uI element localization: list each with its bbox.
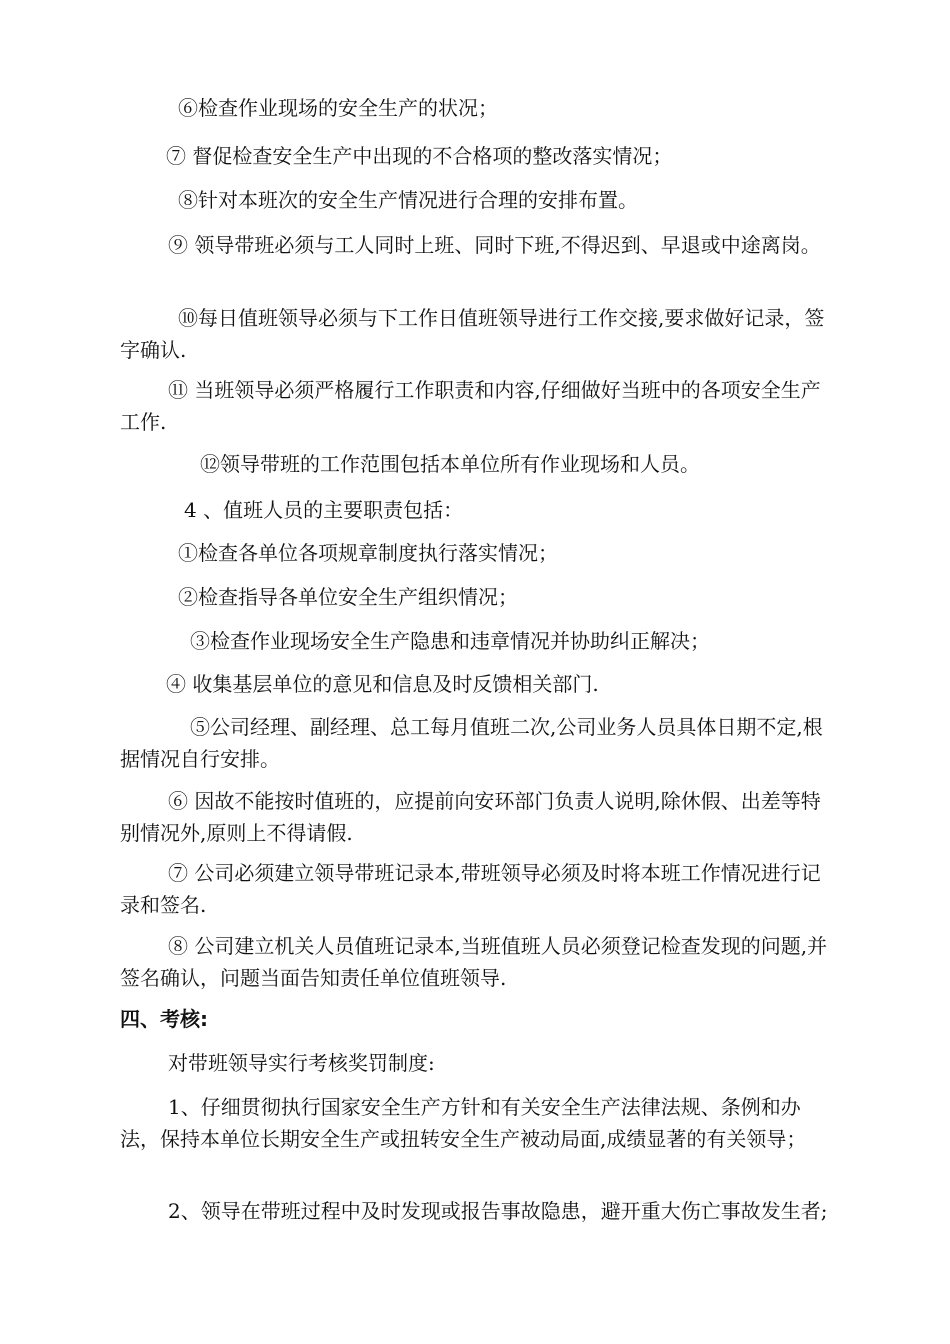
paragraph: ⑨ 领导带班必须与工人同时上班、同时下班,不得迟到、早退或中途离岗。 [168,233,821,257]
paragraph: ⑧ 公司建立机关人员值班记录本,当班值班人员必须登记检查发现的问题,并签名确认，问题当面告知责任单位值班领导. [120,934,828,990]
paragraph: ④ 收集基层单位的意见和信息及时反馈相关部门. [166,672,599,696]
paragraph: ①检查各单位各项规章制度执行落实情况； [178,541,558,565]
paragraph: ⑫领导带班的工作范围包括本单位所有作业现场和人员。 [200,452,700,476]
paragraph: ②检查指导各单位安全生产组织情况； [178,585,518,609]
section-heading: 4 、值班人员的主要职责包括： [184,498,464,522]
paragraph: ⑩每日值班领导必须与下工作日值班领导进行工作交接,要求做好记录，签字确认. [120,306,825,362]
paragraph: ⑦ 督促检查安全生产中出现的不合格项的整改落实情况； [166,144,673,168]
paragraph: ⑥检查作业现场的安全生产的状况； [178,96,498,120]
paragraph: ⑦ 公司必须建立领导带班记录本,带班领导必须及时将本班工作情况进行记录和签名. [120,861,821,917]
paragraph: 2、领导在带班过程中及时发现或报告事故隐患，避开重大伤亡事故发生者; [168,1199,828,1223]
paragraph: ⑥ 因故不能按时值班的，应提前向安环部门负责人说明,除休假、出差等特别情况外,原则上不得请假. [120,789,821,845]
section-heading: 四、考核: [120,1007,208,1031]
paragraph: 对带班领导实行考核奖罚制度: [168,1051,435,1075]
paragraph: ⑪ 当班领导必须严格履行工作职责和内容,仔细做好当班中的各项安全生产工作. [120,378,821,434]
paragraph: 1、仔细贯彻执行国家安全生产方针和有关安全生产法律法规、条例和办法，保持本单位长期安全生产或扭转安全生产被动局面,成绩显著的有关领导； [120,1095,807,1151]
paragraph: ⑧针对本班次的安全生产情况进行合理的安排布置。 [178,188,638,212]
paragraph: ⑤公司经理、副经理、总工每月值班二次,公司业务人员具体日期不定,根据情况自行安排。 [120,715,823,771]
paragraph: ③检查作业现场安全生产隐患和违章情况并协助纠正解决； [190,629,710,653]
